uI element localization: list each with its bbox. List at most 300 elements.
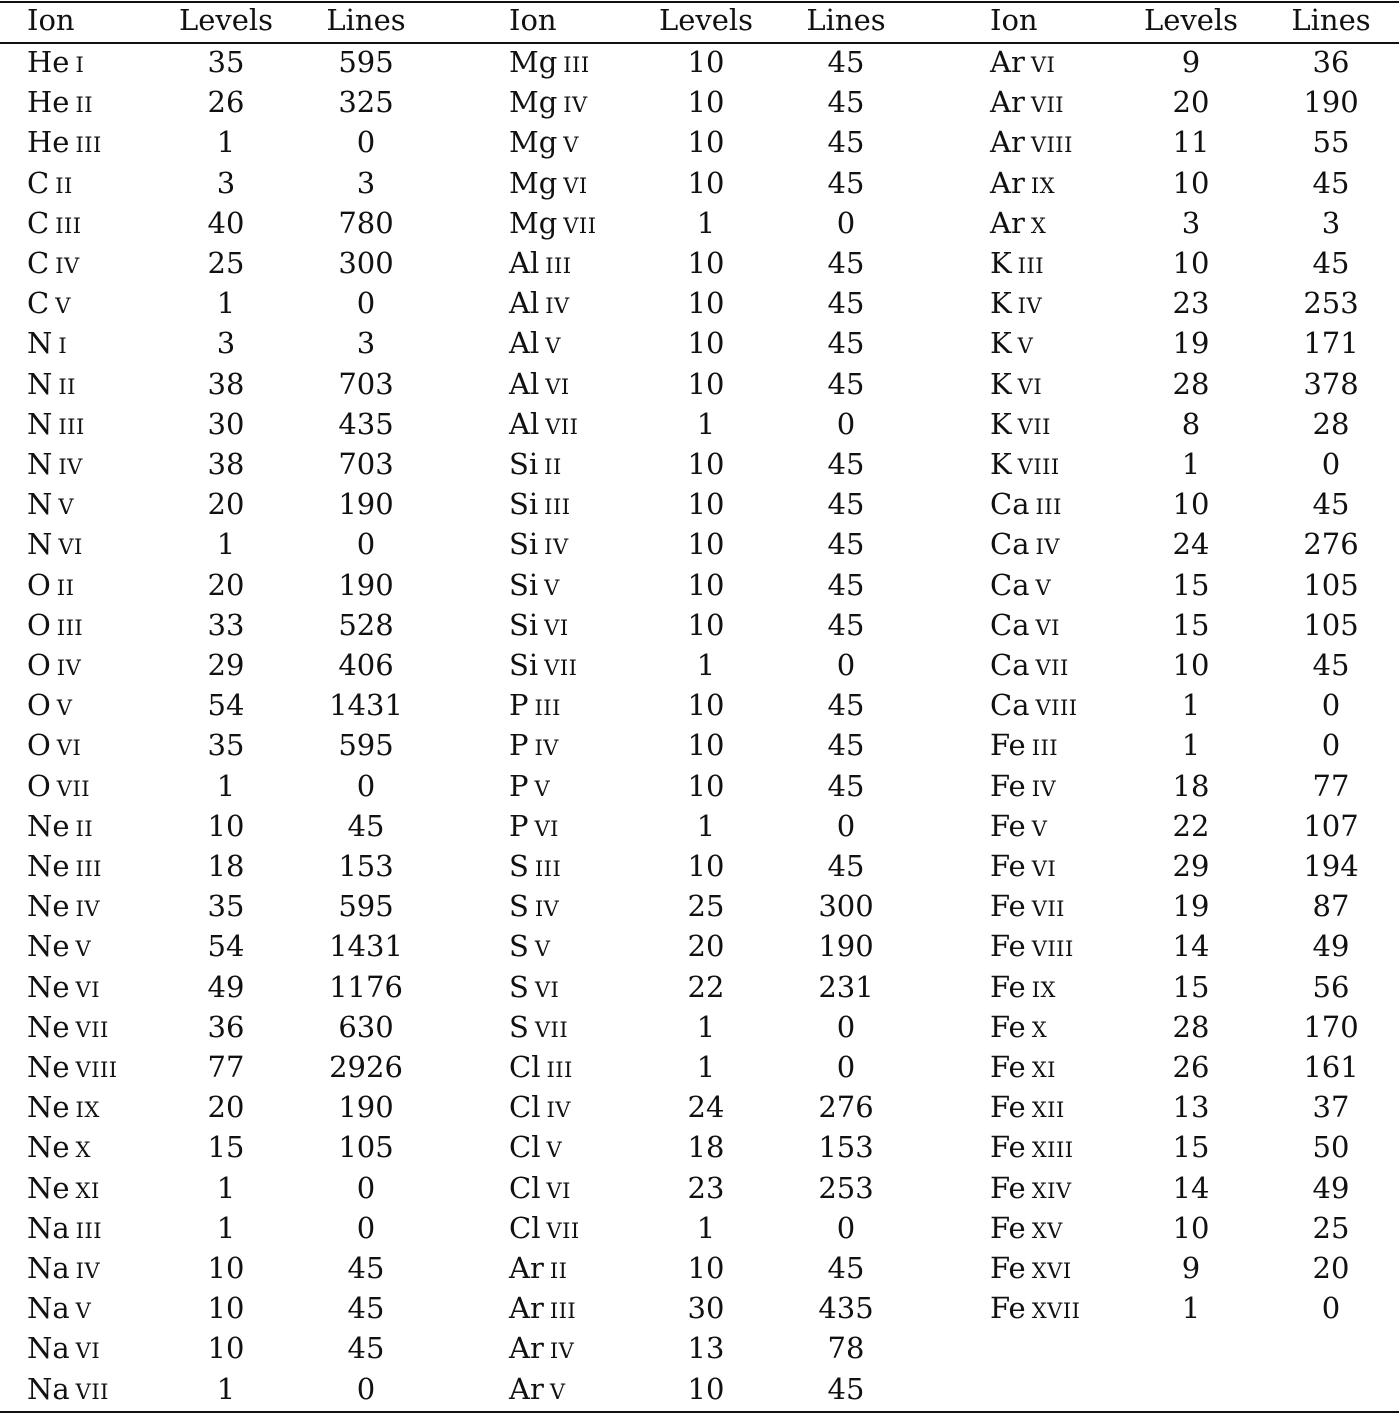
lines-value: 20 bbox=[1312, 1251, 1350, 1285]
levels-value: 26 bbox=[207, 85, 245, 120]
ion-name bbox=[509, 846, 561, 889]
levels-value: 1 bbox=[1181, 1291, 1201, 1326]
ion-name bbox=[509, 1047, 573, 1090]
element-symbol: C bbox=[27, 246, 50, 280]
levels-value: 9 bbox=[1181, 1251, 1201, 1285]
element-symbol: O bbox=[27, 728, 51, 763]
ionization-stage: III bbox=[58, 414, 85, 439]
levels-value: 19 bbox=[1172, 889, 1210, 924]
element-symbol: Ne bbox=[27, 969, 70, 1004]
lines-value: 161 bbox=[1303, 1050, 1359, 1084]
ionization-stage: VII bbox=[563, 213, 597, 238]
ionization-stage: II bbox=[544, 455, 562, 479]
element-symbol: Ar bbox=[509, 1251, 544, 1285]
ionization-stage: III bbox=[534, 696, 561, 721]
ionization-stage: VI bbox=[1017, 374, 1043, 399]
ion-name bbox=[27, 163, 73, 206]
levels-value: 10 bbox=[687, 849, 725, 883]
ion-name bbox=[990, 1248, 1072, 1291]
ion-name bbox=[509, 565, 560, 608]
ionization-stage: VI bbox=[544, 615, 569, 640]
lines-value: 190 bbox=[1303, 85, 1359, 120]
element-symbol: Si bbox=[509, 648, 539, 682]
levels-value: 14 bbox=[1172, 1170, 1210, 1205]
ion-name bbox=[27, 484, 74, 527]
levels-value: 13 bbox=[687, 1331, 725, 1366]
ion-name bbox=[509, 806, 559, 849]
header-levels: Levels bbox=[1143, 3, 1239, 37]
lines-value: 45 bbox=[1312, 487, 1350, 522]
levels-value: 10 bbox=[687, 607, 725, 642]
lines-value: 45 bbox=[827, 728, 865, 763]
element-symbol: K bbox=[990, 447, 1012, 481]
lines-value: 171 bbox=[1303, 326, 1359, 361]
lines-value: 0 bbox=[836, 808, 856, 843]
ion-name bbox=[509, 605, 569, 648]
lines-value: 325 bbox=[338, 85, 394, 120]
ion-name bbox=[509, 122, 579, 165]
ionization-stage: IV bbox=[58, 455, 83, 479]
lines-value: 153 bbox=[818, 1130, 874, 1165]
ion-name bbox=[27, 122, 102, 165]
element-symbol: Fe bbox=[990, 969, 1026, 1004]
ionization-stage: VIII bbox=[1030, 133, 1073, 158]
ion-name bbox=[27, 1127, 91, 1170]
lines-value: 528 bbox=[338, 607, 394, 642]
ionization-stage: II bbox=[55, 173, 73, 198]
ionization-stage: XIV bbox=[1031, 1178, 1072, 1203]
ionization-stage: XIII bbox=[1031, 1138, 1074, 1163]
lines-value: 170 bbox=[1303, 1009, 1359, 1044]
lines-value: 0 bbox=[356, 286, 376, 321]
levels-value: 38 bbox=[207, 447, 245, 481]
ion-name bbox=[509, 645, 577, 688]
element-symbol: Ar bbox=[990, 45, 1025, 79]
ionization-stage: IV bbox=[545, 294, 570, 319]
levels-value: 11 bbox=[1172, 125, 1210, 160]
lines-value: 1176 bbox=[329, 969, 403, 1004]
ionization-stage: VIII bbox=[75, 1058, 118, 1082]
levels-value: 10 bbox=[687, 165, 725, 200]
ionization-stage: IX bbox=[1030, 173, 1056, 198]
header-ion: Ion bbox=[509, 3, 557, 37]
ion-name bbox=[509, 1208, 580, 1251]
lines-value: 300 bbox=[338, 246, 394, 280]
lines-value: 105 bbox=[1303, 607, 1359, 642]
element-symbol: O bbox=[27, 607, 51, 642]
levels-value: 29 bbox=[1172, 849, 1210, 883]
ionization-stage: III bbox=[1031, 736, 1059, 761]
lines-value: 0 bbox=[836, 1210, 856, 1245]
levels-value: 35 bbox=[207, 45, 245, 79]
ionization-stage: III bbox=[56, 615, 84, 640]
levels-value: 1 bbox=[1181, 688, 1201, 723]
ion-name bbox=[27, 645, 81, 688]
levels-value: 54 bbox=[207, 688, 245, 723]
levels-value: 10 bbox=[1172, 165, 1210, 200]
levels-value: 33 bbox=[207, 607, 245, 642]
ionization-stage: VI bbox=[75, 977, 101, 1002]
lines-value: 1431 bbox=[329, 929, 403, 964]
ionization-stage: VII bbox=[56, 776, 91, 801]
ionization-stage: X bbox=[1031, 1017, 1048, 1042]
levels-value: 1 bbox=[1181, 728, 1201, 763]
ionization-stage: VII bbox=[545, 414, 579, 439]
lines-value: 0 bbox=[356, 1210, 376, 1245]
element-symbol: Ca bbox=[990, 487, 1030, 522]
ion-name bbox=[990, 203, 1046, 246]
ionization-stage: III bbox=[1017, 254, 1045, 278]
ionization-stage: IV bbox=[534, 897, 560, 922]
ion-name bbox=[509, 926, 551, 969]
ionization-stage: IV bbox=[534, 736, 559, 761]
ion-name bbox=[509, 203, 597, 246]
ion-name bbox=[509, 82, 588, 125]
element-symbol: Cl bbox=[509, 1210, 541, 1245]
ion-name bbox=[27, 1087, 100, 1130]
ion-name bbox=[27, 1047, 118, 1090]
levels-value: 1 bbox=[696, 808, 716, 843]
ionization-stage: V bbox=[1017, 334, 1034, 359]
ionization-stage: XVI bbox=[1031, 1259, 1072, 1283]
ionization-stage: V bbox=[58, 495, 75, 520]
element-symbol: Ne bbox=[27, 929, 70, 964]
ionization-stage: XII bbox=[1031, 1098, 1065, 1123]
lines-value: 45 bbox=[827, 487, 865, 522]
lines-value: 0 bbox=[356, 768, 376, 803]
ion-name bbox=[509, 725, 559, 768]
element-symbol: Ne bbox=[27, 1090, 70, 1125]
element-symbol: Ca bbox=[990, 688, 1030, 723]
ion-name bbox=[509, 967, 559, 1010]
element-symbol: K bbox=[990, 366, 1012, 401]
ion-name bbox=[990, 1288, 1080, 1331]
ion-name bbox=[27, 725, 81, 768]
header-lines: Lines bbox=[326, 3, 406, 37]
ionization-stage: VI bbox=[1031, 857, 1057, 881]
lines-value: 45 bbox=[827, 1251, 865, 1285]
ion-name bbox=[990, 1047, 1056, 1090]
lines-value: 190 bbox=[338, 567, 394, 602]
ion-name bbox=[509, 766, 550, 809]
header-levels: Levels bbox=[178, 3, 274, 37]
element-symbol: N bbox=[27, 406, 53, 441]
element-symbol: Fe bbox=[990, 889, 1026, 924]
element-symbol: O bbox=[27, 567, 51, 602]
levels-value: 1 bbox=[696, 648, 716, 682]
levels-value: 15 bbox=[1172, 1130, 1210, 1165]
ion-name bbox=[27, 404, 85, 447]
lines-value: 45 bbox=[827, 527, 865, 562]
element-symbol: Ca bbox=[990, 607, 1030, 642]
ion-name bbox=[27, 886, 100, 929]
lines-value: 253 bbox=[818, 1170, 874, 1205]
ionization-stage: VII bbox=[1017, 414, 1051, 439]
element-symbol: Si bbox=[509, 487, 539, 522]
ion-name bbox=[990, 524, 1060, 567]
ion-name bbox=[990, 926, 1074, 969]
levels-value: 1 bbox=[216, 1210, 236, 1245]
ionization-stage: I bbox=[58, 334, 68, 359]
element-symbol: K bbox=[990, 406, 1012, 441]
ion-name bbox=[27, 1248, 100, 1291]
levels-value: 1 bbox=[216, 1371, 236, 1406]
element-symbol: Ca bbox=[990, 567, 1030, 602]
element-symbol: Cl bbox=[509, 1130, 541, 1165]
ionization-stage: II bbox=[58, 374, 76, 399]
levels-value: 1 bbox=[216, 125, 236, 160]
element-symbol: O bbox=[27, 648, 51, 682]
element-symbol: Fe bbox=[990, 1090, 1026, 1125]
lines-value: 45 bbox=[1312, 648, 1350, 682]
ion-name bbox=[509, 1288, 576, 1331]
levels-value: 10 bbox=[207, 1331, 245, 1366]
element-symbol: S bbox=[509, 969, 529, 1004]
levels-value: 14 bbox=[1172, 929, 1210, 964]
ion-name bbox=[990, 243, 1044, 286]
levels-value: 28 bbox=[1172, 1009, 1210, 1044]
levels-value: 15 bbox=[207, 1130, 245, 1165]
ionization-stage: V bbox=[75, 1299, 92, 1324]
lines-value: 55 bbox=[1312, 125, 1350, 160]
lines-value: 703 bbox=[338, 447, 394, 481]
ion-name bbox=[27, 1288, 91, 1331]
ion-name bbox=[509, 283, 570, 326]
levels-value: 10 bbox=[687, 567, 725, 602]
levels-value: 10 bbox=[1172, 487, 1210, 522]
levels-value: 18 bbox=[687, 1130, 725, 1165]
levels-value: 1 bbox=[696, 1050, 716, 1084]
levels-value: 10 bbox=[687, 366, 725, 401]
levels-value: 38 bbox=[207, 366, 245, 401]
ion-name bbox=[509, 364, 570, 407]
levels-value: 1 bbox=[696, 406, 716, 441]
ionization-stage: V bbox=[55, 294, 71, 319]
header-lines: Lines bbox=[806, 3, 886, 37]
ion-name bbox=[509, 163, 588, 206]
lines-value: 595 bbox=[338, 889, 394, 924]
levels-value: 20 bbox=[687, 929, 725, 964]
ion-name bbox=[509, 1328, 574, 1371]
ionization-stage: VII bbox=[75, 1017, 109, 1042]
element-symbol: Ne bbox=[27, 849, 70, 883]
lines-value: 25 bbox=[1312, 1210, 1350, 1245]
levels-value: 10 bbox=[207, 1251, 245, 1285]
ion-name bbox=[990, 1208, 1063, 1251]
levels-value: 3 bbox=[1181, 205, 1201, 240]
lines-value: 3 bbox=[356, 165, 376, 200]
lines-value: 45 bbox=[827, 85, 865, 120]
lines-value: 28 bbox=[1312, 406, 1350, 441]
element-symbol: N bbox=[27, 326, 53, 361]
lines-value: 105 bbox=[1303, 567, 1359, 602]
ionization-stage: VI bbox=[534, 977, 560, 1002]
ion-name bbox=[27, 846, 102, 889]
bottom-rule bbox=[0, 1411, 1399, 1413]
levels-value: 24 bbox=[1172, 527, 1210, 562]
element-symbol: K bbox=[990, 326, 1012, 361]
element-symbol: S bbox=[509, 889, 529, 924]
ionization-stage: III bbox=[545, 254, 572, 278]
ionization-stage: IV bbox=[75, 897, 101, 922]
ion-name bbox=[990, 1168, 1072, 1211]
lines-value: 0 bbox=[1321, 688, 1341, 723]
ionization-stage: VI bbox=[75, 1339, 101, 1364]
ion-name bbox=[509, 1369, 565, 1412]
lines-value: 0 bbox=[836, 406, 856, 441]
element-symbol: Fe bbox=[990, 728, 1026, 763]
ion-name bbox=[509, 404, 578, 447]
ionization-stage: II bbox=[56, 575, 75, 600]
lines-value: 45 bbox=[827, 366, 865, 401]
ionization-stage: V bbox=[546, 1138, 563, 1163]
ion-name bbox=[509, 524, 569, 567]
ionization-stage: IX bbox=[1031, 977, 1056, 1002]
lines-value: 3 bbox=[1321, 205, 1341, 240]
ion-name bbox=[509, 685, 561, 728]
element-symbol: S bbox=[509, 1009, 529, 1044]
levels-value: 3 bbox=[216, 326, 236, 361]
ion-name bbox=[509, 323, 561, 366]
ionization-stage: III bbox=[1035, 495, 1062, 520]
ion-name bbox=[509, 1007, 568, 1050]
element-symbol: O bbox=[27, 768, 51, 803]
ion-name bbox=[990, 283, 1042, 326]
header-ion: Ion bbox=[27, 3, 75, 37]
ionization-stage: II bbox=[75, 816, 94, 841]
ionization-stage: XI bbox=[75, 1178, 100, 1203]
element-symbol: Na bbox=[27, 1371, 70, 1406]
ion-name bbox=[27, 203, 82, 246]
element-symbol: Fe bbox=[990, 1251, 1026, 1285]
element-symbol: He bbox=[27, 45, 70, 79]
ionization-stage: III bbox=[544, 495, 571, 520]
element-symbol: C bbox=[27, 286, 50, 321]
ion-name bbox=[27, 364, 76, 407]
ionization-stage: VI bbox=[545, 374, 570, 399]
levels-value: 23 bbox=[1172, 286, 1210, 321]
element-symbol: Na bbox=[27, 1331, 70, 1366]
lines-value: 45 bbox=[347, 1251, 385, 1285]
element-symbol: C bbox=[27, 205, 50, 240]
ion-name bbox=[27, 444, 83, 487]
element-symbol: Fe bbox=[990, 1130, 1026, 1165]
lines-value: 87 bbox=[1312, 889, 1350, 924]
ionization-stage: XVII bbox=[1031, 1299, 1081, 1324]
ion-name bbox=[990, 82, 1064, 125]
lines-value: 45 bbox=[827, 849, 865, 883]
ionization-stage: IV bbox=[544, 535, 569, 560]
levels-value: 30 bbox=[207, 406, 245, 441]
ionization-stage: IV bbox=[75, 1259, 101, 1283]
element-symbol: O bbox=[27, 688, 51, 723]
lines-value: 190 bbox=[818, 929, 874, 964]
levels-value: 8 bbox=[1181, 406, 1201, 441]
element-symbol: P bbox=[509, 808, 529, 843]
lines-value: 703 bbox=[338, 366, 394, 401]
element-symbol: Ca bbox=[990, 527, 1030, 562]
element-symbol: K bbox=[990, 286, 1012, 321]
ionization-stage: V bbox=[549, 1379, 566, 1404]
lines-value: 49 bbox=[1312, 1170, 1350, 1205]
ion-name bbox=[990, 725, 1058, 768]
ionization-stage: V bbox=[563, 133, 579, 158]
ion-name bbox=[990, 766, 1056, 809]
ion-name bbox=[990, 565, 1051, 608]
levels-value: 35 bbox=[207, 889, 245, 924]
levels-value: 22 bbox=[687, 969, 725, 1004]
ion-name bbox=[990, 685, 1078, 728]
ionization-stage: VII bbox=[544, 656, 578, 680]
ionization-stage: VI bbox=[534, 816, 559, 841]
lines-value: 0 bbox=[1321, 1291, 1341, 1326]
element-symbol: N bbox=[27, 366, 53, 401]
ion-name bbox=[990, 364, 1042, 407]
ionization-stage: III bbox=[75, 1218, 103, 1243]
element-symbol: Ar bbox=[509, 1331, 544, 1366]
element-symbol: N bbox=[27, 487, 53, 522]
levels-value: 24 bbox=[687, 1090, 725, 1125]
ion-name bbox=[509, 444, 562, 487]
lines-value: 36 bbox=[1312, 45, 1350, 79]
element-symbol: Si bbox=[509, 527, 539, 562]
ionization-stage: I bbox=[75, 53, 85, 77]
lines-value: 1431 bbox=[329, 688, 403, 723]
ionization-stage: IV bbox=[55, 254, 80, 278]
element-symbol: Ne bbox=[27, 889, 70, 924]
lines-value: 0 bbox=[836, 1050, 856, 1084]
ionization-stage: V bbox=[56, 696, 73, 721]
levels-value: 30 bbox=[687, 1291, 725, 1326]
ion-name bbox=[27, 565, 74, 608]
lines-value: 45 bbox=[827, 688, 865, 723]
ion-name bbox=[27, 967, 100, 1010]
levels-value: 54 bbox=[207, 929, 245, 964]
ion-name bbox=[27, 806, 93, 849]
levels-value: 10 bbox=[687, 1251, 725, 1285]
levels-value: 23 bbox=[687, 1170, 725, 1205]
ion-name bbox=[990, 1127, 1074, 1170]
ion-name bbox=[27, 1328, 100, 1371]
ionization-stage: VII bbox=[546, 1218, 580, 1243]
ion-name bbox=[27, 283, 71, 326]
levels-value: 10 bbox=[687, 728, 725, 763]
ionization-stage: V bbox=[75, 937, 92, 962]
lines-value: 45 bbox=[827, 125, 865, 160]
element-symbol: Si bbox=[509, 447, 539, 481]
ion-name bbox=[990, 886, 1065, 929]
element-symbol: Cl bbox=[509, 1170, 541, 1205]
element-symbol: Si bbox=[509, 607, 539, 642]
lines-value: 190 bbox=[338, 487, 394, 522]
ionization-stage: VIII bbox=[1035, 696, 1078, 721]
header-lines: Lines bbox=[1291, 3, 1371, 37]
levels-value: 77 bbox=[207, 1050, 245, 1084]
ion-name bbox=[509, 1168, 571, 1211]
ionization-stage: IV bbox=[1035, 535, 1060, 560]
ion-name bbox=[990, 1007, 1047, 1050]
element-symbol: Na bbox=[27, 1291, 70, 1326]
lines-value: 45 bbox=[827, 165, 865, 200]
ion-name bbox=[27, 1369, 109, 1412]
element-symbol: K bbox=[990, 246, 1012, 280]
element-symbol: C bbox=[27, 165, 50, 200]
element-symbol: Mg bbox=[509, 205, 558, 240]
ionization-stage: VI bbox=[546, 1178, 571, 1203]
levels-value: 9 bbox=[1181, 45, 1201, 79]
levels-value: 10 bbox=[687, 286, 725, 321]
element-symbol: Ne bbox=[27, 1050, 70, 1084]
